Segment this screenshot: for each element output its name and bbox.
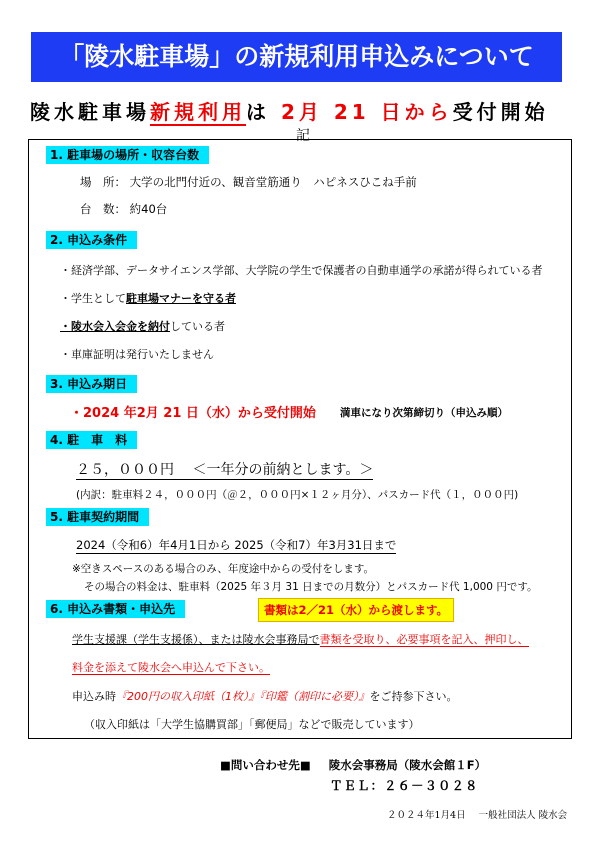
headline-part5: 受付開始: [452, 100, 549, 124]
condition-item-2-bold: 駐車場マナーを守る者: [126, 292, 236, 305]
contact-tel: ＴＥＬ：２６－３０２８: [330, 778, 479, 793]
condition-item-4: ・車庫証明は発行いたしません: [60, 348, 214, 361]
apply-line-3-pre: 申込み時: [72, 690, 116, 703]
apply-line-2-red: 料金を添えて陵水会へ申込んで下さい。: [72, 661, 270, 674]
count-row: [80, 201, 167, 217]
section1-heading: 1. 駐車場の場所・収容台数: [46, 146, 209, 164]
apply-line-1-pre: 学生支援課（学生支援係）、または陵水会事務局で: [72, 633, 320, 646]
contact-label: ■問い合わせ先■: [220, 758, 311, 772]
headline-part1: 陵水駐車場: [30, 100, 150, 124]
condition-item-2-pre: ・学生として: [60, 292, 126, 305]
apply-line-3-red: 『200円の収入印紙（1枚）』『印鑑（割印に必要）』: [116, 690, 370, 703]
headline: [30, 96, 549, 125]
condition-item-2: [60, 290, 236, 306]
fee-note: ＜一年分の前納とします。＞: [192, 462, 374, 478]
section2-heading: 2. 申込み条件: [46, 231, 137, 249]
headline-part3: は: [246, 100, 270, 124]
section3-heading: 3. 申込み期日: [46, 375, 137, 393]
section4-heading: 4. 駐 車 料: [46, 431, 137, 449]
period-note-2: その場合の料金は、駐車料（2025 年３月 31 日までの月数分）とパスカード代 1,000 円です。: [84, 581, 538, 593]
count-label: 台 数：: [80, 202, 126, 216]
footer-org: 一般社団法人 陵水会: [478, 810, 568, 821]
period-note-1: ※空きスペースのある場合のみ、年度途中からの受付をします。: [72, 563, 375, 575]
contact-office: 陵水会事務局（陵水会館１F）: [328, 758, 487, 772]
apply-line-1: [72, 631, 529, 647]
documents-notice: 書類は2／21（水）から渡します。: [258, 598, 454, 622]
fee-row: [76, 459, 373, 480]
condition-item-3-post: している者: [170, 320, 225, 333]
apply-line-1-red: 書類を受取り、必要事項を記入、押印し、: [319, 633, 529, 646]
apply-line-2: [72, 659, 270, 675]
condition-item-3: [60, 318, 225, 334]
apply-line-3: [72, 688, 458, 704]
footer-date: ２０２４年1月4日: [387, 810, 466, 821]
location-value: 大学の北門付近の、観音堂筋通り ハピネスひこね手前: [129, 175, 417, 189]
count-value: 約40台: [129, 202, 168, 216]
contact-row: [220, 757, 486, 773]
page-title: 「陵水駐車場」の新規利用申込みについて: [31, 32, 562, 82]
section5-heading: 5. 駐車契約期間: [46, 508, 149, 526]
apply-line-4: （収入印紙は「大学生協購買部」「郵便局」などで販売しています）: [84, 718, 420, 731]
location-label: 場 所：: [80, 175, 126, 189]
ki-mark: 記: [296, 128, 310, 144]
condition-item-1: ・経済学部、データサイエンス学部、大学院の学生で保護者の自動車通学の承諾が得られている者: [60, 264, 543, 277]
contract-period: 2024（令和6）年4月1日から 2025（令和7）年3月31日まで: [76, 538, 397, 552]
footer: [387, 807, 567, 821]
application-date: ・2024 年2月 21 日（水）から受付開始: [70, 406, 316, 421]
section6-heading: 6. 申込み書類・申込先: [46, 600, 185, 618]
location-row: [80, 174, 417, 190]
apply-line-3-post: をご持参下さい。: [369, 690, 458, 703]
application-date-note: 満車になり次第締切り（申込み順）: [340, 407, 508, 419]
condition-item-3-bold: ・陵水会入会金を納付: [60, 320, 170, 333]
headline-part2: 新規利用: [150, 100, 246, 124]
headline-part4: 2月 21 日から: [280, 100, 453, 124]
fee-breakdown: (内訳：駐車料２４，０００円（＠２，０００円×１２ヶ月分）、パスカード代（１，０００円): [76, 489, 519, 501]
fee-main: ２５，０００円: [76, 462, 174, 478]
